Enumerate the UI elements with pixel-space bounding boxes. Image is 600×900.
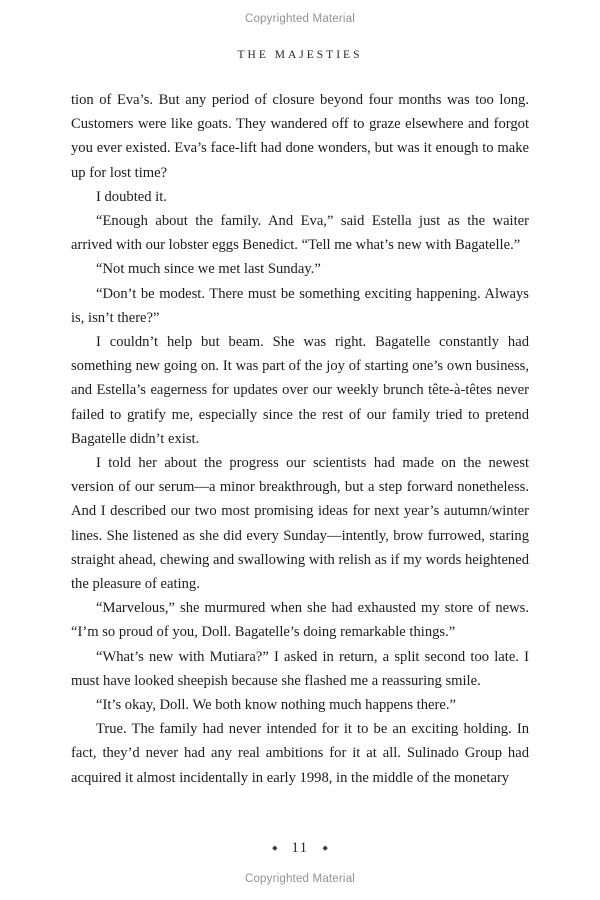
page-number: 11 [291, 840, 309, 856]
paragraph: “It’s okay, Doll. We both know nothing much happens there.” [96, 697, 456, 714]
paragraph: “What’s new with Mutiara?” I asked in return, a split second too late. I must have looked sheepish because she flashed me a reassuring smile. [71, 648, 529, 689]
paragraph: “Not much since we met last Sunday.” [96, 261, 321, 278]
running-header: THE MAJESTIES [237, 49, 363, 61]
paragraph: True. The family had never intended for it to be an exciting holding. In fact, they’d never had any real ambitions for it at all. Sulinado Group had acquired it almost incidentally in early 1998, in the middle of the monetary [71, 721, 529, 786]
paragraph: “Enough about the family. And Eva,” said Estella just as the waiter arrived with our lobster eggs Benedict. “Tell me what’s new with Bagatelle.” [71, 213, 529, 254]
diamond-ornament-right: ◆ [322, 844, 328, 852]
body-text [71, 88, 529, 790]
paragraph: “Don’t be modest. There must be something exciting happening. Always is, isn’t there?” [71, 285, 529, 326]
copyright-notice-top: Copyrighted Material [244, 13, 356, 25]
copyright-notice-bottom: Copyrighted Material [244, 873, 356, 885]
page-footer [0, 839, 600, 857]
paragraph: I doubted it. [96, 188, 167, 205]
paragraph: “Marvelous,” she murmured when she had exhausted my store of news. “I’m so proud of you, Doll. Bagatelle’s doing remarkable things.” [71, 600, 529, 641]
paragraph: I couldn’t help but beam. She was right. Bagatelle constantly had something new going on. It was part of the joy of starting one’s own business, and Estella’s eagerness for updates over our weekly brunch tête-à-têtes never failed to gratify me, especially since the rest of our family tried to pretend Bagatelle didn’t exist. [71, 334, 529, 447]
diamond-ornament-left: ◆ [272, 844, 278, 852]
paragraph: tion of Eva’s. But any period of closure beyond four months was too long. Customers were like goats. They wandered off to graze elsewhere and forgot you ever existed. Eva’s face-lift had done wonders, but was it enough to make up for lost time? [71, 92, 529, 181]
paragraph: I told her about the progress our scientists had made on the newest version of our serum—a minor breakthrough, but a step forward nonetheless. And I described our two most promising ideas for next year’s autumn/winter lines. She listened as she did every Sunday—intently, brow furrowed, staring straight ahead, chewing and swallowing with relish as if my words heightened the pleasure of eating. [71, 455, 529, 593]
